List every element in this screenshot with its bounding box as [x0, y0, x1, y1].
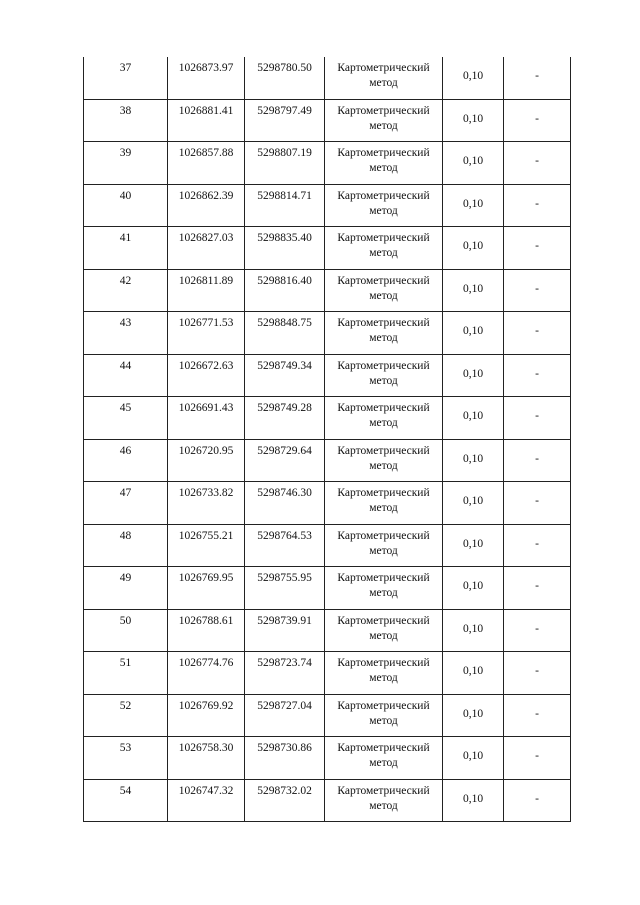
coordinate-y: 5298749.28 [257, 402, 312, 414]
note-value: - [535, 240, 539, 252]
accuracy-value-cell [443, 354, 504, 397]
coordinates-table-body [84, 57, 571, 822]
note-value-cell [504, 397, 571, 440]
accuracy-value: 0,10 [462, 665, 484, 677]
coordinate-y: 5298749.34 [257, 359, 312, 372]
note-value: - [535, 665, 539, 677]
determination-method: Картометрический метод [337, 614, 430, 642]
coordinate-y-cell [245, 439, 325, 482]
determination-method-cell [325, 312, 443, 355]
table-row [84, 609, 571, 652]
determination-method-cell [325, 779, 443, 822]
point-number-cell [84, 694, 168, 737]
accuracy-value-cell [443, 779, 504, 822]
note-value: - [535, 155, 539, 167]
point-number: 40 [119, 189, 132, 202]
point-number-cell [84, 567, 168, 610]
determination-method-cell [325, 567, 443, 610]
point-number: 51 [119, 657, 132, 669]
determination-method: Картометрический метод [337, 402, 430, 429]
note-value: - [535, 580, 539, 592]
point-number-cell [84, 524, 168, 567]
coordinate-y-cell [245, 269, 325, 312]
coordinate-x: 1026672.63 [178, 359, 234, 372]
coordinate-y: 5298723.74 [257, 657, 312, 669]
coordinate-x-cell [168, 57, 245, 99]
coordinate-y: 5298746.30 [257, 487, 312, 499]
accuracy-value-cell [443, 694, 504, 737]
note-value-cell [504, 354, 571, 397]
determination-method: Картометрический метод [337, 274, 430, 302]
determination-method-cell [325, 184, 443, 227]
determination-method: Картометрический метод [337, 444, 430, 472]
note-value-cell [504, 567, 571, 610]
accuracy-value-cell [443, 567, 504, 610]
table-row [84, 184, 571, 227]
accuracy-value: 0,10 [462, 410, 484, 422]
point-number-cell [84, 482, 168, 525]
accuracy-value: 0,10 [462, 452, 484, 465]
note-value-cell [504, 142, 571, 185]
table-row [84, 312, 571, 355]
accuracy-value-cell [443, 397, 504, 440]
note-value: - [535, 410, 539, 422]
point-number-cell [84, 439, 168, 482]
coordinate-y-cell [245, 482, 325, 525]
coordinate-y-cell [245, 737, 325, 780]
coordinate-y-cell [245, 652, 325, 695]
table-row [84, 57, 571, 99]
coordinate-y: 5298730.86 [257, 742, 312, 754]
determination-method-cell [325, 99, 443, 142]
note-value: - [535, 282, 539, 295]
point-number-cell [84, 779, 168, 822]
table-row [84, 397, 571, 440]
determination-method: Картометрический метод [337, 572, 430, 599]
point-number: 49 [119, 572, 132, 584]
note-value-cell [504, 439, 571, 482]
note-value: - [535, 452, 539, 465]
note-value: - [535, 537, 539, 550]
determination-method: Картометрический метод [337, 317, 430, 344]
coordinate-x-cell [168, 227, 245, 270]
coordinate-x-cell [168, 609, 245, 652]
determination-method: Картометрический метод [337, 359, 430, 387]
accuracy-value: 0,10 [462, 537, 484, 550]
point-number: 46 [119, 444, 132, 457]
coordinate-x: 1026857.88 [178, 147, 234, 159]
accuracy-value: 0,10 [462, 112, 484, 125]
accuracy-value: 0,10 [462, 197, 484, 210]
note-value-cell [504, 57, 571, 99]
accuracy-value: 0,10 [462, 495, 484, 507]
coordinate-y: 5298732.02 [257, 784, 312, 797]
coordinate-y-cell [245, 397, 325, 440]
coordinate-x-cell [168, 354, 245, 397]
accuracy-value-cell [443, 227, 504, 270]
coordinate-x-cell [168, 99, 245, 142]
coordinate-x: 1026769.95 [178, 572, 234, 584]
point-number: 43 [119, 317, 132, 329]
coordinate-x: 1026811.89 [178, 274, 234, 287]
table-row [84, 524, 571, 567]
point-number: 48 [119, 529, 132, 542]
point-number-cell [84, 57, 168, 99]
accuracy-value: 0,10 [462, 325, 484, 337]
coordinate-y: 5298727.04 [257, 699, 312, 712]
coordinate-y: 5298797.49 [257, 104, 312, 117]
determination-method-cell [325, 57, 443, 99]
coordinate-x: 1026873.97 [178, 62, 234, 74]
note-value-cell [504, 737, 571, 780]
coordinate-y: 5298814.71 [257, 189, 312, 202]
coordinate-y-cell [245, 142, 325, 185]
coordinate-x-cell [168, 142, 245, 185]
point-number: 47 [119, 487, 132, 499]
accuracy-value-cell [443, 142, 504, 185]
determination-method: Картометрический метод [337, 784, 430, 812]
accuracy-value-cell [443, 652, 504, 695]
note-value: - [535, 495, 539, 507]
accuracy-value: 0,10 [462, 282, 484, 295]
point-number: 37 [119, 62, 132, 74]
coordinate-x-cell [168, 269, 245, 312]
note-value: - [535, 367, 539, 380]
point-number: 42 [119, 274, 132, 287]
coordinate-x: 1026691.43 [178, 402, 234, 414]
note-value: - [535, 197, 539, 210]
coordinate-y-cell [245, 779, 325, 822]
coordinate-y-cell [245, 227, 325, 270]
point-number: 45 [119, 402, 132, 414]
note-value-cell [504, 269, 571, 312]
coordinate-y: 5298835.40 [257, 232, 312, 244]
accuracy-value: 0,10 [462, 707, 484, 720]
accuracy-value: 0,10 [462, 155, 484, 167]
coordinate-y-cell [245, 609, 325, 652]
point-number-cell [84, 312, 168, 355]
note-value-cell [504, 99, 571, 142]
note-value-cell [504, 652, 571, 695]
coordinate-x: 1026827.03 [178, 232, 234, 244]
accuracy-value-cell [443, 99, 504, 142]
determination-method-cell [325, 227, 443, 270]
coordinate-x: 1026755.21 [178, 529, 234, 542]
accuracy-value: 0,10 [462, 792, 484, 805]
coordinate-y: 5298848.75 [257, 317, 312, 329]
note-value: - [535, 325, 539, 337]
coordinate-x-cell [168, 397, 245, 440]
accuracy-value: 0,10 [462, 622, 484, 635]
coordinate-y-cell [245, 694, 325, 737]
point-number-cell [84, 227, 168, 270]
accuracy-value-cell [443, 312, 504, 355]
accuracy-value: 0,10 [462, 70, 484, 82]
determination-method: Картометрический метод [337, 742, 430, 769]
point-number: 52 [119, 699, 132, 712]
coordinate-y: 5298807.19 [257, 147, 312, 159]
coordinate-x: 1026758.30 [178, 742, 234, 754]
determination-method-cell [325, 269, 443, 312]
determination-method-cell [325, 354, 443, 397]
note-value: - [535, 750, 539, 762]
coordinate-y-cell [245, 354, 325, 397]
coordinate-y-cell [245, 99, 325, 142]
table-row [84, 354, 571, 397]
determination-method: Картометрический метод [337, 104, 430, 132]
determination-method-cell [325, 694, 443, 737]
coordinate-x-cell [168, 567, 245, 610]
coordinate-x: 1026774.76 [178, 657, 234, 669]
coordinate-y: 5298816.40 [257, 274, 312, 287]
point-number-cell [84, 609, 168, 652]
coordinate-x: 1026862.39 [178, 189, 234, 202]
coordinate-x-cell [168, 439, 245, 482]
accuracy-value: 0,10 [462, 240, 484, 252]
point-number: 38 [119, 104, 132, 117]
coordinate-x: 1026769.92 [178, 699, 234, 712]
note-value: - [535, 70, 539, 82]
table-row [84, 652, 571, 695]
coordinate-x: 1026733.82 [178, 487, 234, 499]
determination-method-cell [325, 652, 443, 695]
table-row [84, 737, 571, 780]
determination-method-cell [325, 142, 443, 185]
point-number-cell [84, 737, 168, 780]
note-value: - [535, 707, 539, 720]
determination-method: Картометрический метод [337, 62, 430, 89]
coordinate-x-cell [168, 779, 245, 822]
coordinates-table [83, 57, 571, 822]
note-value-cell [504, 312, 571, 355]
coordinate-x-cell [168, 524, 245, 567]
coordinate-x-cell [168, 184, 245, 227]
note-value-cell [504, 482, 571, 525]
determination-method: Картометрический метод [337, 529, 430, 557]
coordinate-y-cell [245, 184, 325, 227]
point-number: 50 [119, 614, 132, 627]
accuracy-value-cell [443, 184, 504, 227]
coordinate-x: 1026788.61 [178, 614, 234, 627]
coordinate-x: 1026881.41 [178, 104, 234, 117]
note-value: - [535, 792, 539, 805]
determination-method-cell [325, 482, 443, 525]
coordinate-y-cell [245, 312, 325, 355]
note-value-cell [504, 227, 571, 270]
determination-method-cell [325, 524, 443, 567]
determination-method-cell [325, 397, 443, 440]
point-number-cell [84, 99, 168, 142]
determination-method: Картометрический метод [337, 657, 430, 684]
note-value-cell [504, 184, 571, 227]
accuracy-value-cell [443, 609, 504, 652]
point-number-cell [84, 354, 168, 397]
determination-method: Картометрический метод [337, 232, 430, 259]
accuracy-value-cell [443, 737, 504, 780]
point-number: 44 [119, 359, 132, 372]
determination-method-cell [325, 737, 443, 780]
coordinate-y: 5298739.91 [257, 614, 312, 627]
coordinate-x-cell [168, 694, 245, 737]
table-row [84, 482, 571, 525]
table-row [84, 142, 571, 185]
coordinate-y: 5298780.50 [257, 62, 312, 74]
point-number-cell [84, 397, 168, 440]
coordinate-y: 5298755.95 [257, 572, 312, 584]
table-row [84, 567, 571, 610]
accuracy-value: 0,10 [462, 750, 484, 762]
coordinate-y-cell [245, 567, 325, 610]
coordinate-x-cell [168, 482, 245, 525]
determination-method: Картометрический метод [337, 189, 430, 217]
accuracy-value-cell [443, 439, 504, 482]
accuracy-value: 0,10 [462, 367, 484, 380]
note-value: - [535, 622, 539, 635]
coordinate-x: 1026747.32 [178, 784, 234, 797]
accuracy-value-cell [443, 269, 504, 312]
determination-method-cell [325, 609, 443, 652]
coordinate-y-cell [245, 57, 325, 99]
accuracy-value-cell [443, 57, 504, 99]
accuracy-value: 0,10 [462, 580, 484, 592]
coordinate-x-cell [168, 652, 245, 695]
point-number-cell [84, 652, 168, 695]
coordinate-x-cell [168, 312, 245, 355]
determination-method: Картометрический метод [337, 487, 430, 514]
coordinate-x-cell [168, 737, 245, 780]
coordinate-x: 1026720.95 [178, 444, 234, 457]
table-row [84, 227, 571, 270]
coordinate-y: 5298764.53 [257, 529, 312, 542]
determination-method: Картометрический метод [337, 699, 430, 727]
coordinate-y: 5298729.64 [257, 444, 312, 457]
table-row [84, 99, 571, 142]
table-row [84, 779, 571, 822]
determination-method: Картометрический метод [337, 147, 430, 174]
accuracy-value-cell [443, 482, 504, 525]
accuracy-value-cell [443, 524, 504, 567]
point-number-cell [84, 269, 168, 312]
table-row [84, 269, 571, 312]
table-row [84, 439, 571, 482]
point-number-cell [84, 184, 168, 227]
point-number: 54 [119, 784, 132, 797]
table-row [84, 694, 571, 737]
point-number-cell [84, 142, 168, 185]
note-value: - [535, 112, 539, 125]
coordinate-x: 1026771.53 [178, 317, 234, 329]
point-number: 53 [119, 742, 132, 754]
note-value-cell [504, 609, 571, 652]
point-number: 39 [119, 147, 132, 159]
note-value-cell [504, 694, 571, 737]
note-value-cell [504, 779, 571, 822]
coordinate-y-cell [245, 524, 325, 567]
point-number: 41 [119, 232, 132, 244]
determination-method-cell [325, 439, 443, 482]
note-value-cell [504, 524, 571, 567]
